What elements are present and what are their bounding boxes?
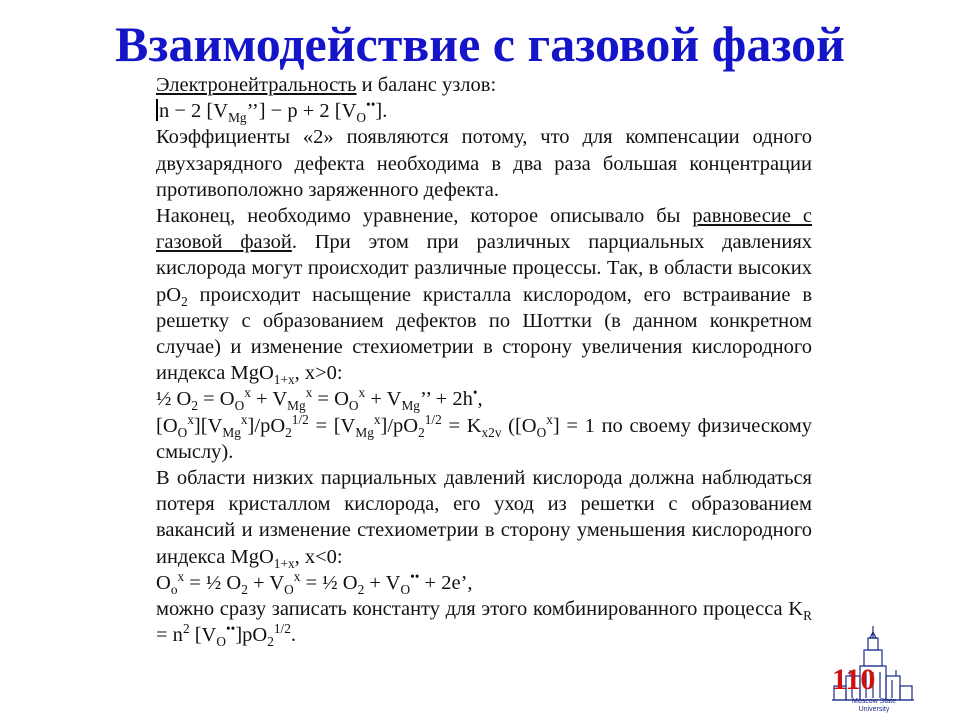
- paragraph-coefficients: Коэффициенты «2» появляются потому, что для компенсации одного двухзарядного дефекта необходима в два раза большая концентрации противоположно заряженного дефекта.: [156, 126, 812, 201]
- paragraph-electroneutrality: Электронейтральность и баланс узлов:: [156, 74, 497, 96]
- logo-caption: Moscow State University: [852, 698, 896, 713]
- text-cursor: [156, 99, 158, 121]
- equation-reduction: $O_o^x$ = ½ $O_2 + V_O^x$ = ½ $O_2 + V_O^{••} + 2e$’,: [156, 569, 473, 597]
- page-number: 110: [832, 663, 876, 696]
- equation-neutrality: n − 2 $[V_{Mg}’’] - p + 2$ $[V_O^{••}]$.: [156, 98, 812, 124]
- paragraph-combined-constant: можно сразу записать константу для этого комбинированного процесса $K_R = n^2$ $[V_O^{••}]pO_2^{1/2}$.: [156, 598, 812, 650]
- equation-oxidation: ½ $O_2 = O_O^x + V_{Mg}^x = O_O^x + V_{Mg}$’’ + 2h•,: [156, 385, 483, 414]
- main-text: [156, 72, 812, 648]
- page-title: Взаимодействие с газовой фазой: [115, 16, 845, 72]
- underlined-term: Электронейтральность: [156, 74, 357, 96]
- paragraph-gas-equilibrium: Наконец, необходимо уравнение, которое описывало бы равновесие с газовой фазой. При этом при различных парциальных давлениях кислорода могут происходит различные процессы. Так, в области высоких $pO_2$ происходит насыщение кристалла кислородом, его встраивание в решетку с образованием дефектов по Шоттки (в данном конкретном случае) и изменение стехиометрии в сторону увеличения кислородного индекса MgO$_{1+x}$, x>0:: [156, 205, 813, 388]
- paragraph-low-pressure: В области низких парциальных давлений кислорода должна наблюдаться потеря кристаллом кислорода, его уход из решетки с образованием вакансий и изменение стехиометрии в сторону уменьшения кислородного индекса MgO$_{1+x}$, x<0:: [156, 467, 812, 571]
- equation-equilibrium-constant: $[O_O^x][V_{Mg}^x]/pO_2^{1/2} = [V_{Mg}^x]/pO_2^{1/2} = K_{x2v}$ ($[O_O^x] = 1$ по своему физическому смыслу).: [156, 411, 812, 463]
- underlined-term: равновесие с газовой фазой: [156, 205, 813, 254]
